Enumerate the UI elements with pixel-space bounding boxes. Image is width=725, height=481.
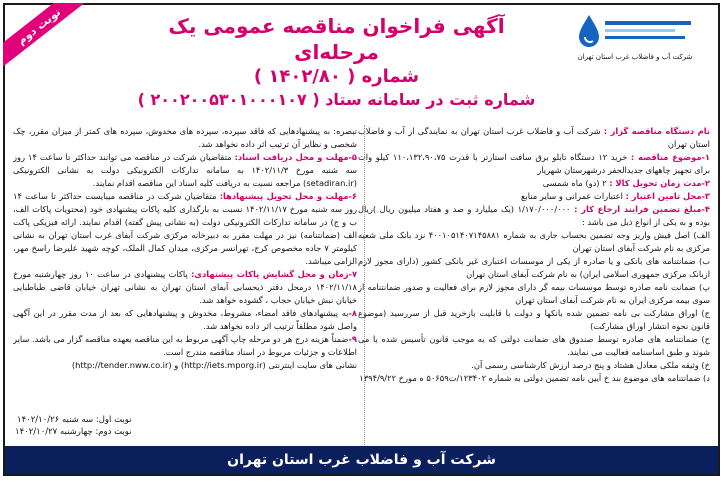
- header: [125, 13, 548, 111]
- company-logo: [560, 11, 710, 69]
- paragraph: تبصره: به پیشنهادهایی که فاقد سپرده، سپرده های مخدوش، سپرده های کمتر از میزان مقرر، چک شخصی و نظایر آن ترتیب اثر داده نخواهد شد.: [13, 126, 357, 149]
- website-links[interactable]: نشانی های سایت اینترنتی (http://iets.mporg.ir) و (http://tender.nww.co.ir): [71, 360, 357, 370]
- paragraph: ح) ضمانتنامه های صادره توسط صندوق های ضمانت دولتی که به موجب قانون تأسیس شده یا می شوند و طبق اساسنامه فعالیت می نمایند.: [358, 334, 710, 357]
- badge-label: نوبت دوم: [3, 3, 92, 71]
- paragraph: الف) اصل فیش واریز وجه تضمین بحساب جاری به شماره ۴۰۰۱۰۵۱۴۰۷۱۴۵۸۸۱ نزد بانک ملی شعبه مرکزی به نام شرکت آبفای استان تهران: [358, 230, 710, 253]
- paragraph: ۸-به پیشنهادهای فاقد امضاء، مشروط، مخدوش و پیشنهادهایی که بعد از مدت مقرر در این آگهی واصل شود مطلقاً ترتیب اثر داده نخواهد شد.: [13, 308, 357, 331]
- tender-number: شماره ( ۱۴۰۲/۸۰ ): [253, 66, 420, 87]
- tender-advertisement: [3, 3, 720, 476]
- paragraph: ۴-مبلغ تضمین فرایند ارجاع کار : ۱/۱۷۰/۰۰۰/۰۰۰ (یک میلیارد و صد و هفتاد میلیون ریال )ریال بوده و به یکی از انواع ذیل می باشد :: [358, 204, 710, 227]
- paragraph: د) ضمانتنامه های موضوع بند خ آیین نامه تضمین دولتی به شماره ۱۲۳۴۰۲/ت۵۰۶۵۹ ه مورخ ۱۳۹۴/۹/۲۲: [359, 373, 710, 383]
- paragraph: ۳-محل تامین اعتبار : اعتبارات عمرانی و سایر منابع: [521, 191, 710, 201]
- footer-banner: شرکت آب و فاضلاب غرب استان تهران: [5, 446, 718, 474]
- badge-ribbon: [3, 3, 95, 71]
- body-columns: [13, 125, 710, 447]
- left-column: [13, 125, 357, 445]
- paragraph: ج) اوراق مشارکت بی نامه تضمین شده بانکها و دولت با قابلیت بازخرید قبل از سررسید (موضوع قانون نحوه انتشار اوراق مشارکت): [358, 308, 710, 331]
- paragraph: نام دستگاه مناقصه گزار : شرکت آب و فاضلاب غرب استان تهران به نمایندگی از آب و فاضلاب استان تهران: [358, 126, 710, 149]
- page-title: آگهی فراخوان مناقصه عمومی یک مرحله‌ای: [168, 14, 505, 64]
- column-divider: [364, 125, 365, 445]
- paragraph: ۵-مهلت و محل دریافت اسناد: متقاضیان شرکت در مناقصه می توانند حداکثر تا ساعت ۱۴ روز سه شنبه مورخ ۱۴۰۲/۱۱/۳ به سامانه تدارکات الکترونیکی دولت به نشانی الکترونیکی (setadiran.ir) مراجعه نسبت به دریافت کلیه اسناد این مناقصه اقدام نمایند.: [13, 152, 357, 188]
- publication-dates: [15, 414, 132, 438]
- paragraph: پ) ضمانت نامه صادره توسط موسسات بیمه گر دارای مجوز لازم برای فعالیت و صدور ضمانتنامه از سوی بیمه مرکزی ایران به نام شرکت آبفای استان تهران: [358, 282, 710, 305]
- paragraph: ۷-زمان و محل گشایش پاکات پیشنهادی: پاکات پیشنهادی در ساعت ۱۰ روز چهارشنبه مورخ ۱۴۰۲/۱۱/۱۸ درمحل دفتر ذیحسابی آبفای استان تهران به نشانی تهران خیابان قاضی طباطبایی خیابان نبش خیابان حجاب ، گشوده خواهد شد.: [13, 269, 357, 305]
- logo-org-name: شرکت آب و فاضلاب غرب استان تهران: [577, 53, 693, 61]
- paragraph: ۱-موضوع مناقصه : خرید ۱۲ دستگاه تابلو برق سافت استارتر با قدرت ۱۱۰،۱۳۲،۹۰،۷۵ کیلو وات برای تجهیز چاههای جدیدالحفر درشهرستان شهریار: [358, 152, 710, 175]
- right-column: [358, 125, 710, 445]
- paragraph: خ) وثیقه ملکی معادل هشتاد و پنج درصد ارزش کارشناسی رسمی آن.: [471, 360, 710, 370]
- paragraph: ۲-مدت زمان تحویل کالا : ۲ (دو) ماه شمسی: [542, 178, 710, 188]
- registration-number: شماره ثبت در سامانه ستاد ( ۲۰۰۲۰۰۵۳۰۱۰۰۰۱۰۷ ): [137, 90, 536, 109]
- second-publication-date: نوبت دوم: چهارشنبه ۱۴۰۲/۱۰/۲۷: [15, 427, 132, 437]
- first-publication-date: نوبت اول: سه شنبه ۱۴۰۲/۱۰/۲۶: [17, 415, 132, 425]
- paragraph: ۹-ضمناً هزینه درج هر دو مرحله چاپ آگهی مربوط به این مناقصه بعهده مناقصه گزار می باشد. سایر اطلاعات و جزئیات مربوط در اسناد مناقصه مندرج است.: [13, 334, 357, 357]
- water-drop-logo-icon: [575, 11, 695, 51]
- paragraph: ۶-مهلت و محل تحویل پیشنهادها: متقاضیان شرکت در مناقصه میبایست حداکثر تا ساعت ۱۴ روز سه شنبه مورخ ۱۴۰۲/۱۱/۱۷ نسبت به بارگذاری کلیه پاکات پیشنهادی خود (محتویات پاکات الف، ب و ج) در سامانه تدارکات الکترونیکی دولت (به نشانی پیش گفته) اقدام نمایند. ارائه فیزیکی پاکت الف (ضمانتنامه) نیز در مهلت مقرر به دبیرخانه مرکزی شرکت آبفای غرب استان تهران به نشانی کیلومتر ۷ جاده مخصوص کرج، تهرانسر مرکزی، میدان کمال الملک، کوچه شهید علیرضا راسخ مهر، الزامی میباشد.: [13, 191, 357, 266]
- paragraph: ب) ضمانتنامه های بانکی و یا صادره از یکی از موسسات اعتباری غیر بانکی کشور (دارای مجوز لازم ازبانک مرکزی جمهوری اسلامی ایران) به نام شرکت آبفای استان تهران: [358, 256, 710, 279]
